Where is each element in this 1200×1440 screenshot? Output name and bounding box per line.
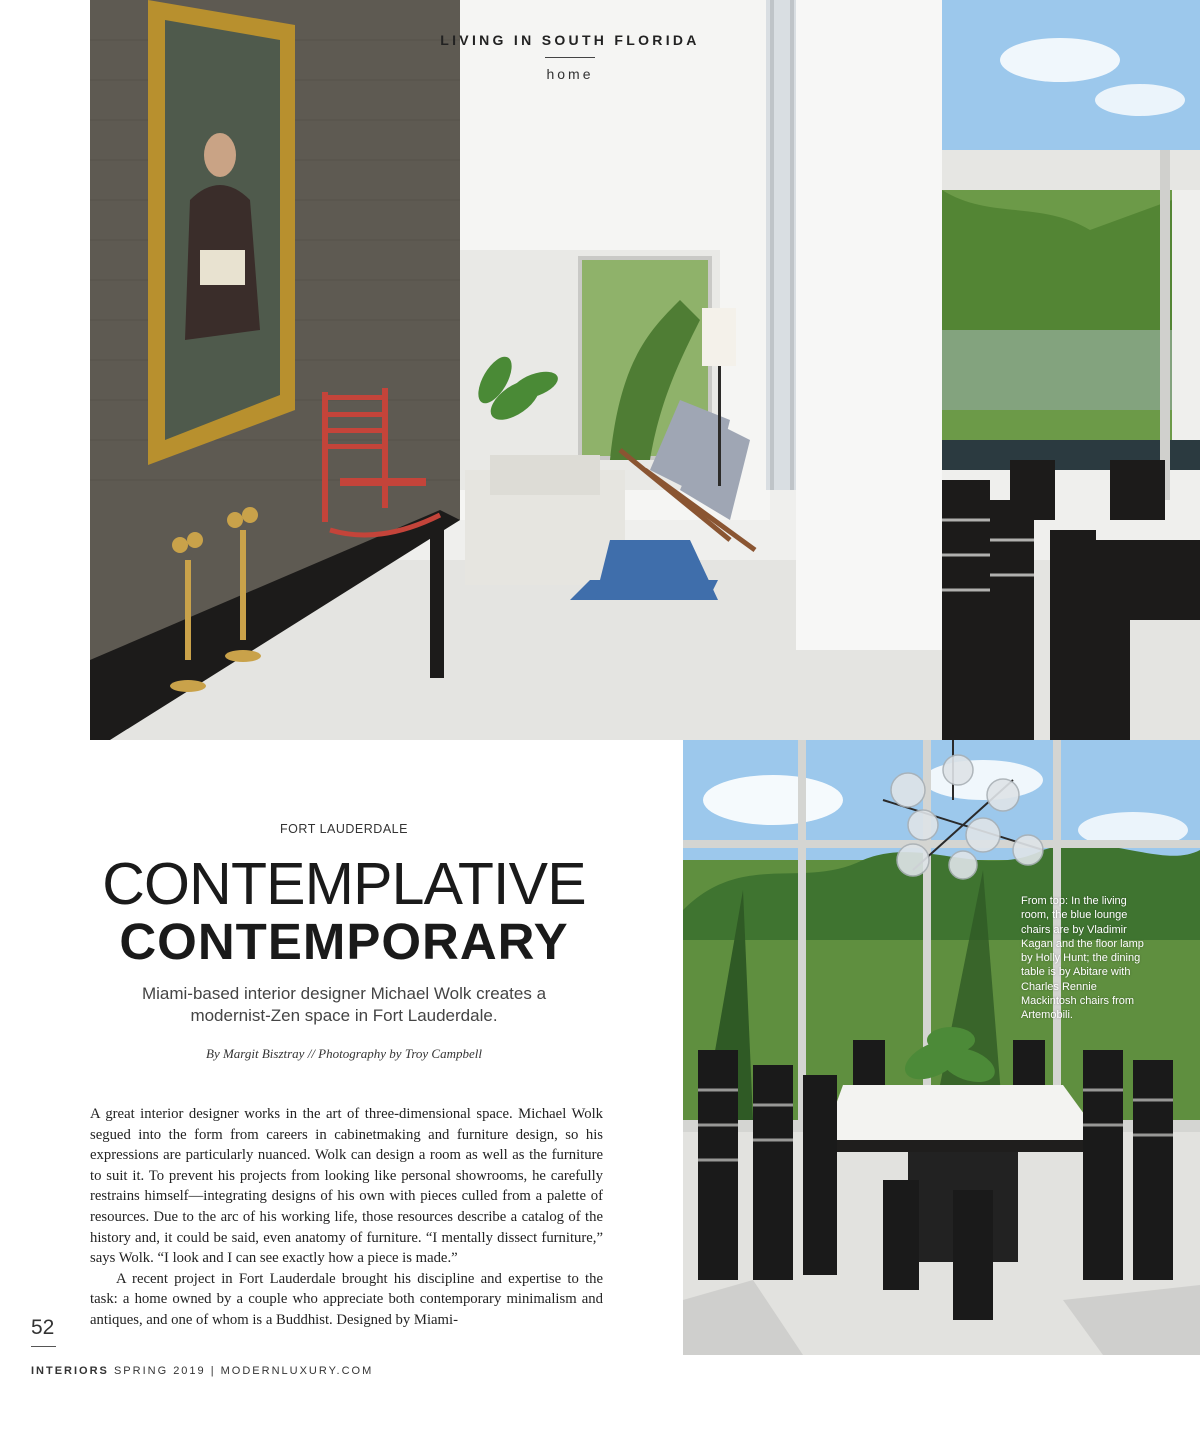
living-room-photo <box>90 0 1200 740</box>
dining-room-photo <box>683 740 1200 1355</box>
magazine-name: INTERIORS <box>31 1365 109 1377</box>
body-paragraph: A great interior designer works in the art of three-dimensional space. Michael Wolk segued into the form from careers in cabinetmaking and furniture design, so his expressions are particularly nuanced. Wolk can design a room as well as the furniture to suit it. To prevent his projects from looking like personal showrooms, he carefully restrains himself—integrating designs of his own with pieces culled from a palette of resources. Due to the arc of his working life, those resources describe a catalog of the history and, it could be said, even anatomy of furniture. “I mentally dissect furniture,” says Wolk. “I look and I can see exactly how a piece is made.” <box>90 1106 603 1267</box>
headline-line-1: CONTEMPLATIVE <box>102 851 586 917</box>
river <box>942 330 1172 410</box>
section-title: LIVING IN SOUTH FLORIDA <box>440 32 700 48</box>
page-number: 52 <box>31 1316 55 1339</box>
page-number-rule <box>31 1346 56 1347</box>
dining-table-edge <box>1050 540 1200 620</box>
living-room-illustration <box>90 0 1200 740</box>
location-kicker: FORT LAUDERDALE <box>280 822 408 836</box>
floor-lamp <box>702 308 736 366</box>
folio <box>31 1365 373 1377</box>
article-body <box>90 1104 603 1331</box>
white-column <box>796 0 942 650</box>
section-rule <box>545 57 595 58</box>
body-paragraph: A recent project in Fort Lauderdale brought his discipline and expertise to the task: a home owned by a couple who appreciate both contemporary minimalism and antiques, and one of whom is a Buddhist. Designed by Miami- <box>90 1270 603 1328</box>
issue-info: SPRING 2019 | MODERNLUXURY.COM <box>108 1365 374 1377</box>
photo-caption: From top: In the living room, the blue lounge chairs are by Vladimir Kagan and the floor lamp by Holly Hunt; the dining table is by Abitare with Charles Rennie Mackintosh chairs from Artemobili. <box>1021 895 1144 1022</box>
dining-room-illustration <box>683 740 1200 1355</box>
article-dek: Miami-based interior designer Michael Wolk creates a modernist-Zen space in Fort Lauderdale. <box>141 984 547 1025</box>
section-subtitle: home <box>546 66 594 82</box>
section-header <box>400 32 740 82</box>
byline: By Margit Bisztray // Photography by Troy Campbell <box>206 1046 482 1061</box>
headline-line-2: CONTEMPORARY <box>119 913 569 970</box>
dining-table <box>823 1085 1103 1140</box>
